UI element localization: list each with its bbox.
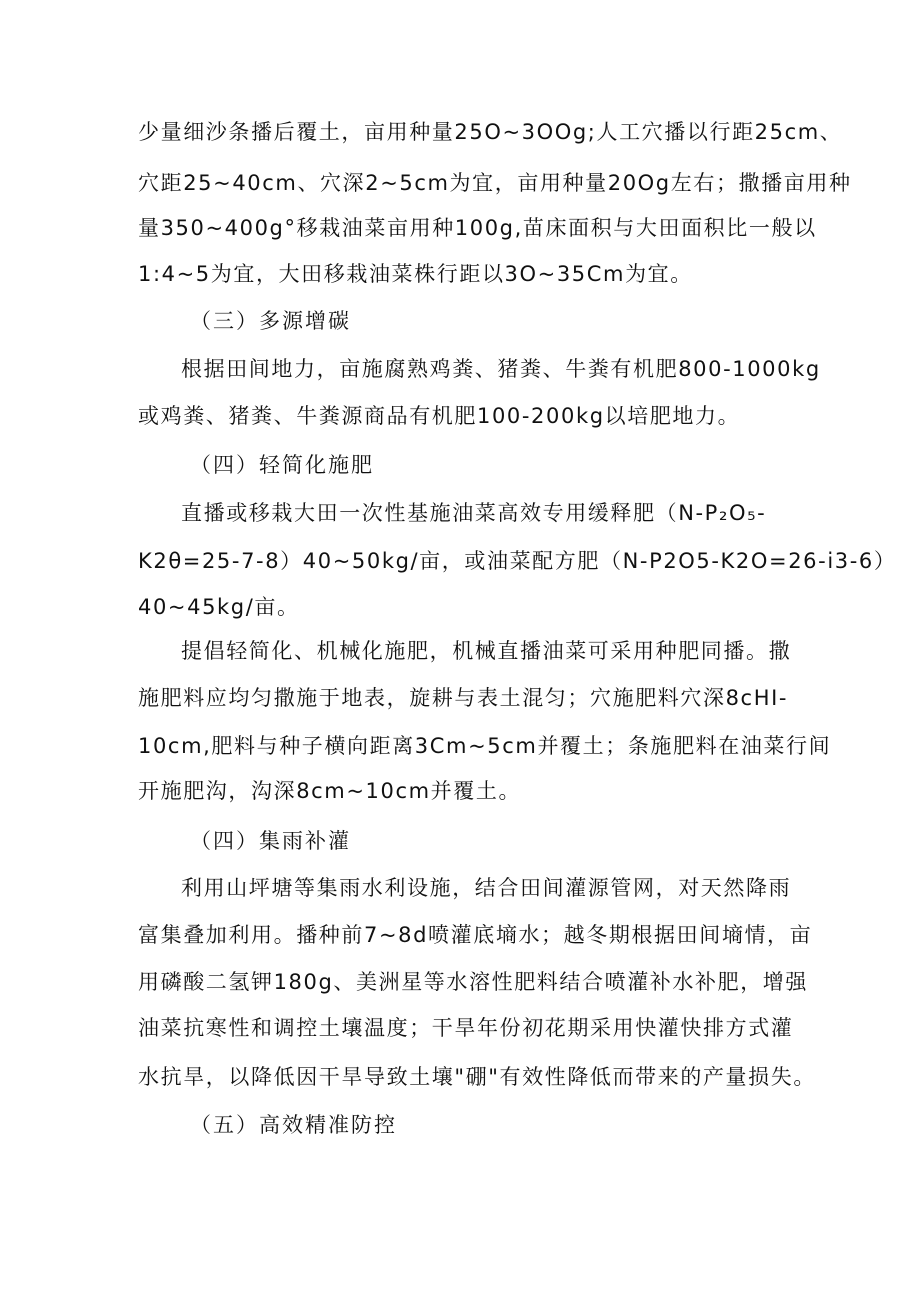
paragraph-line: 开施肥沟，沟深8cm~10cm并覆土。 (138, 779, 522, 803)
paragraph-line: 油菜抗寒性和调控土壤温度；干旱年份初花期采用快灌快排方式灌 (138, 1016, 794, 1040)
paragraph-line: 1:4~5为宜，大田移栽油菜株行距以3O~35Cm为宜。 (138, 262, 693, 286)
paragraph-line: 施肥料应均匀撒施于地表，旋耕与表土混匀；穴施肥料穴深8cHI- (138, 686, 789, 710)
paragraph-line: 40~45kg/亩。 (138, 595, 300, 619)
section-heading-precision-control: （五）高效精准防控 (190, 1113, 397, 1137)
paragraph-line: 提倡轻简化、机械化施肥，机械直播油菜可采用种肥同播。撒 (181, 639, 792, 663)
paragraph-line: 富集叠加利用。播种前7~8d喷灌底墒水；越冬期根据田间墒情，亩 (138, 923, 813, 947)
section-heading-rain-harvesting: （四）集雨补灌 (190, 829, 351, 853)
paragraph-line: 水抗旱，以降低因干旱导致土壤"硼"有效性降低而带来的产量损失。 (138, 1065, 816, 1089)
paragraph-line: 用磷酸二氢钾180g、美洲星等水溶性肥料结合喷灌补水补肥，增强 (138, 970, 809, 994)
paragraph-line: 根据田间地力，亩施腐熟鸡粪、猪粪、牛粪有机肥800-1000kg (181, 357, 821, 381)
paragraph-line: 10cm,肥料与种子横向距离3Cm~5cm并覆土；条施肥料在油菜行间 (138, 734, 832, 758)
paragraph-line: 或鸡粪、猪粪、牛粪源商品有机肥100-200kg以培肥地力。 (138, 404, 741, 428)
paragraph-line: 穴距25~40cm、穴深2~5cm为宜，亩用种量20Og左右；撒播亩用种 (138, 171, 852, 195)
section-heading-simplified-fertilization: （四）轻简化施肥 (190, 453, 374, 477)
paragraph-line: 少量细沙条播后覆土，亩用种量25O~3OOg;人工穴播以行距25cm、 (138, 120, 843, 144)
paragraph-line: 直播或移栽大田一次性基施油菜高效专用缓释肥（N-P₂O₅- (181, 501, 767, 525)
paragraph-line: 量350~400g°移栽油菜亩用种100g,苗床面积与大田面积比一般以 (138, 216, 817, 240)
paragraph-line: 利用山坪塘等集雨水利设施，结合田间灌源管网，对天然降雨 (181, 876, 792, 900)
paragraph-line: K2θ=25-7-8）40~50kg/亩，或油菜配方肥（N-P2O5-K2O=26-i3-6） (138, 549, 897, 573)
section-heading-multi-source-carbon: （三）多源增碳 (190, 309, 351, 333)
